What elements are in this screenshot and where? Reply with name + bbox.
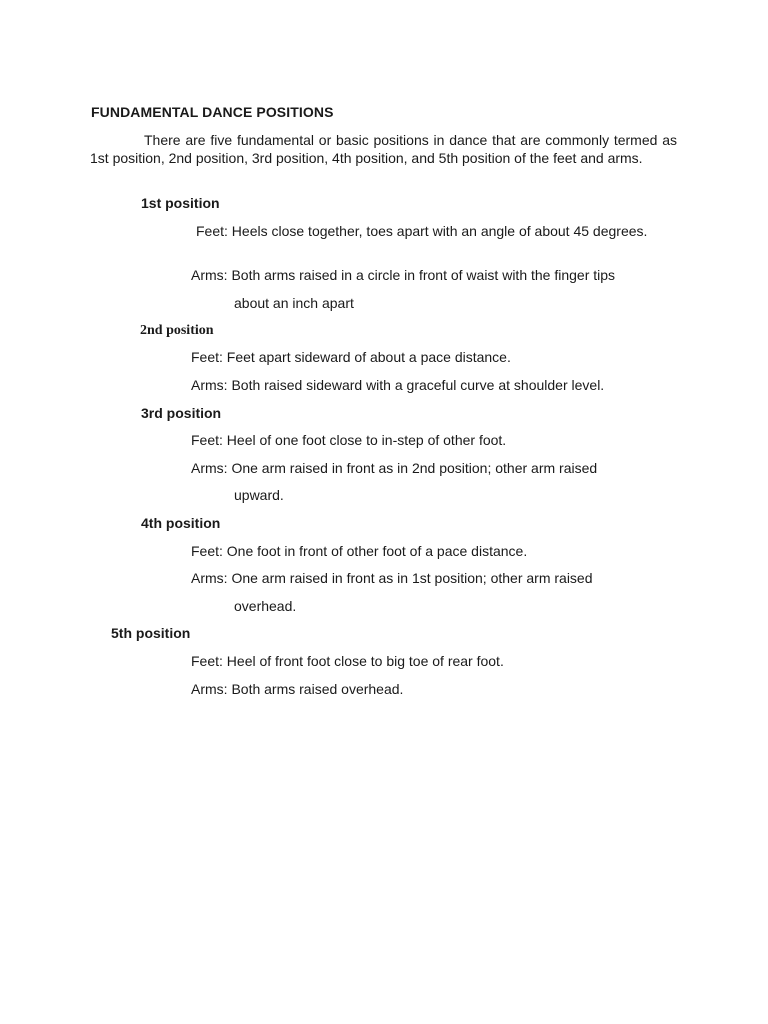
position-1-arms-line2: about an inch apart [234, 295, 354, 311]
position-4-heading: 4th position [141, 515, 221, 531]
position-5-feet: Feet: Heel of front foot close to big toe of rear foot. [191, 653, 504, 669]
position-5-arms: Arms: Both arms raised overhead. [191, 681, 404, 697]
position-1-feet: Feet: Heels close together, toes apart with an angle of about 45 degrees. [196, 223, 648, 239]
position-1-arms-line1: Arms: Both arms raised in a circle in front of waist with the finger tips [191, 267, 616, 283]
position-2-arms: Arms: Both raised sideward with a graceful curve at shoulder level. [191, 377, 605, 393]
position-3-arms-line2: upward. [234, 487, 284, 503]
position-5-heading: 5th position [111, 625, 191, 641]
position-1-heading: 1st position [141, 195, 220, 211]
intro-paragraph: There are five fundamental or basic positions in dance that are commonly termed as 1st position, 2nd position, 3rd position, 4th position, and 5th position of the feet and arms. [90, 132, 677, 166]
position-4-arms-line2: overhead. [234, 598, 297, 614]
position-3-feet: Feet: Heel of one foot close to in-step of other foot. [191, 432, 507, 448]
position-3-arms-line1: Arms: One arm raised in front as in 2nd position; other arm raised [191, 460, 598, 476]
position-3-heading: 3rd position [141, 405, 222, 421]
position-2-heading: 2nd position [140, 323, 214, 338]
position-2-feet: Feet: Feet apart sideward of about a pace distance. [191, 349, 511, 365]
position-4-feet: Feet: One foot in front of other foot of a pace distance. [191, 543, 528, 559]
position-4-arms-line1: Arms: One arm raised in front as in 1st position; other arm raised [191, 570, 593, 586]
document-title: FUNDAMENTAL DANCE POSITIONS [91, 104, 334, 120]
